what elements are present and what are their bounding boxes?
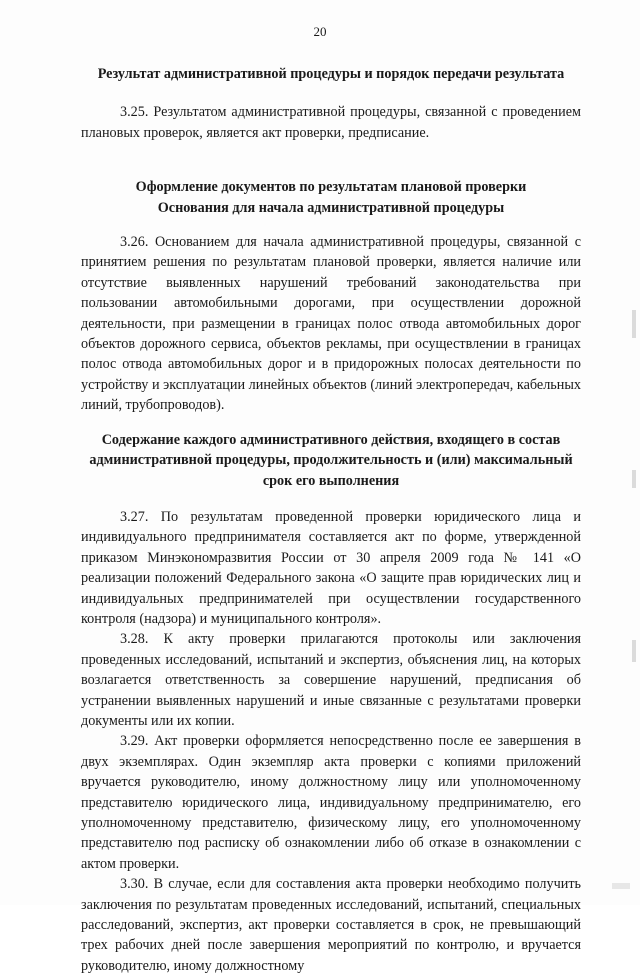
scan-edge-mark [632,640,636,662]
page-content [81,64,581,976]
paragraph-3-29: 3.29. Акт проверки оформляется непосредственно после ее завершения в двух экземплярах. Один экземпляр акта проверки с копиями приложений вручается руководителю, иному должностному лицу или уполномоченному представителю юридического лица, индивидуальному предпринимателю, его уполномоченному представителю, физическому лицу, его уполномоченному представителю под расписку об ознакомлении либо об отказе в ознакомлении с актом проверки. [81,733,581,872]
section-heading-result: Результат административной процедуры и порядок передачи результата [97,66,565,82]
section-heading-documents-line1: Оформление документов по результатам плановой проверки [135,179,527,196]
page-number: 20 [313,24,327,39]
scan-edge-mark [632,470,636,488]
scan-edge-mark [632,310,636,338]
section-heading-actions: Содержание каждого административного действия, входящего в состав административной процедуры, продолжительность и (или) максимальный срок его выполнения [89,431,573,489]
paragraph-3-27: 3.27. По результатам проведенной проверки юридического лица и индивидуального предпринимателя составляется акт по форме, утвержденной приказом Минэкономразвития России от 30 апреля 2009 года № 141 «О реализации положений Федерального закона «О защите прав юридических лиц и индивидуальных предпринимателей при осуществлении государственного контроля (надзора) и муниципального контроля». [81,508,581,627]
paragraph-3-25: 3.25. Результатом административной процедуры, связанной с проведением плановых проверок, является акт проверки, предписание. [81,104,581,141]
paragraph-3-30: 3.30. В случае, если для составления акта проверки необходимо получить заключения по результатам проведенных исследований, испытаний, специальных расследований, экспертиз, акт проверки составляется в срок, не превышающий трех рабочих дней после завершения мероприятий по контролю, и вручается руководителю, иному должностному [81,876,581,974]
section-heading-documents-line2: Основания для начала административной процедуры [157,199,505,216]
scan-artifact [612,883,630,889]
paragraph-3-28: 3.28. К акту проверки прилагаются протоколы или заключения проведенных исследований, испытаний и экспертиз, объяснения лиц, на которых возлагается ответственность за совершение нарушений, предписания об устранении выявленных нарушений и иные связанные с результатами проверки документы или их копии. [81,631,581,729]
section-heading-documents [81,177,581,218]
paragraph-3-26: 3.26. Основанием для начала административной процедуры, связанной с принятием решения по результатам плановой проверки, является наличие или отсутствие выявленных нарушений требований законодательства при пользовании автомобильными дорогами, при осуществлении дорожной деятельности, при размещении в границах полос отвода автомобильных дорог объектов дорожного сервиса, объектов рекламы, при осуществлении в границах полос отвода автомобильных дорог и в придорожных полосах деятельности по устройству и эксплуатации линейных объектов (линий электропередач, кабельных линий, трубопроводов). [81,234,581,414]
